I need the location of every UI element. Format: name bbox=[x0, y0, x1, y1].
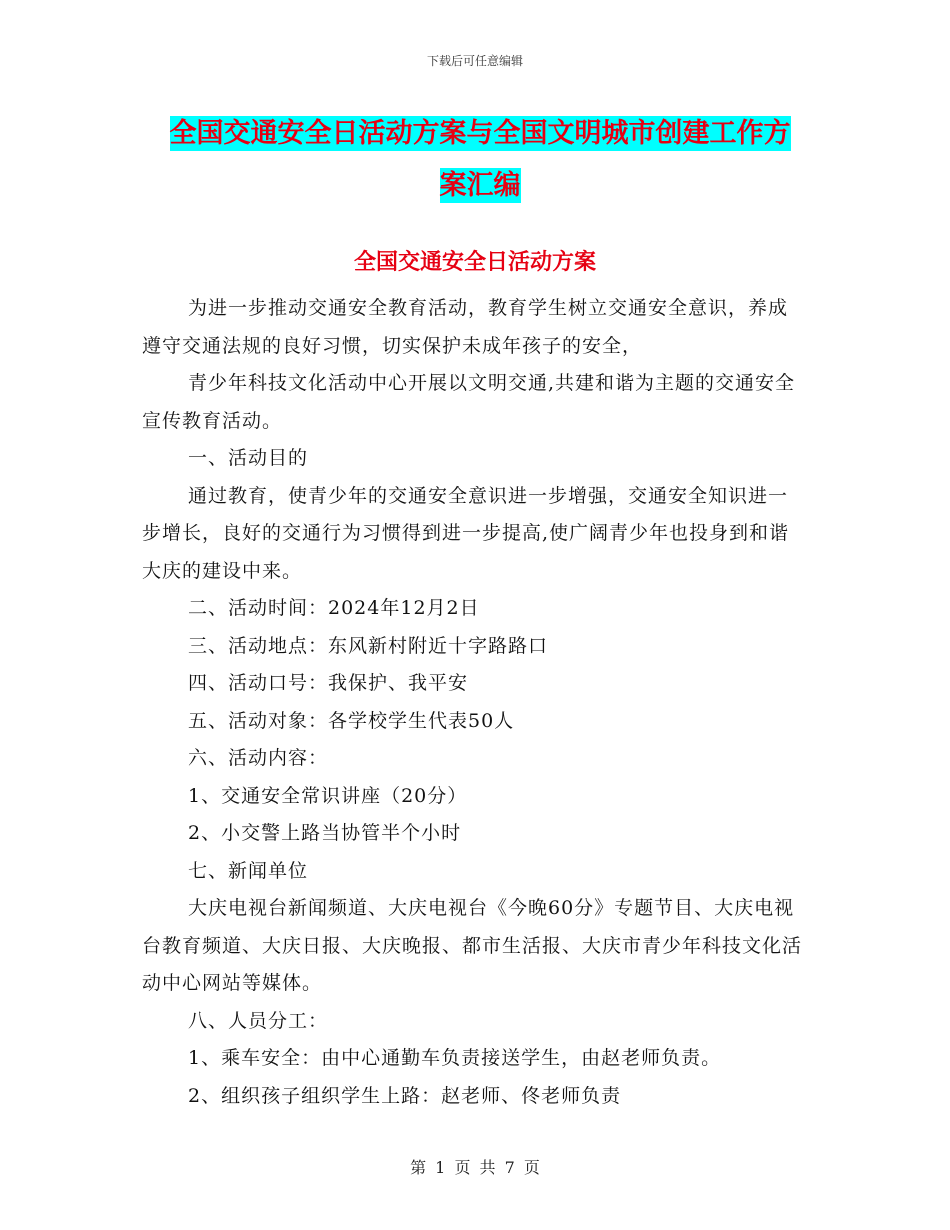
staff-item: 2、组织孩子组织学生上路：赵老师、佟老师负责 bbox=[188, 1084, 622, 1107]
content-item: 1、交通安全常识讲座（20分） bbox=[188, 784, 468, 807]
heading-news: 七、新闻单位 bbox=[188, 859, 309, 882]
intro-paragraph: 青少年科技文化活动中心开展以文明交通,共建和谐为主题的交通安全宣传教育活动。 bbox=[142, 372, 796, 432]
activity-audience: 五、活动对象：各学校学生代表50人 bbox=[188, 709, 515, 732]
header-note: 下载后可任意编辑 bbox=[426, 54, 523, 68]
document-title bbox=[140, 108, 820, 212]
news-paragraph: 大庆电视台新闻频道、大庆电视台《今晚60分》专题节目、大庆电视台教育频道、大庆日报、大庆晚报、都市生活报、大庆市青少年科技文化活动中心网站等媒体。 bbox=[142, 897, 803, 994]
activity-time: 二、活动时间：2024年12月2日 bbox=[188, 597, 480, 619]
staff-item: 1、乘车安全：由中心通勤车负责接送学生，由赵老师负责。 bbox=[188, 1047, 722, 1069]
page-footer: 第 1 页 共 7 页 bbox=[410, 1158, 540, 1177]
document-title-line-2: 案汇编 bbox=[439, 170, 521, 201]
heading-content: 六、活动内容： bbox=[188, 747, 329, 769]
heading-staff: 八、人员分工： bbox=[188, 1009, 329, 1032]
content-item: 2、小交警上路当协管半个小时 bbox=[188, 822, 462, 844]
section-title: 全国交通安全日活动方案 bbox=[353, 250, 596, 275]
document-title-line-1: 全国交通安全日活动方案与全国文明城市创建工作方 bbox=[169, 118, 791, 149]
document-body bbox=[142, 290, 807, 1115]
activity-slogan: 四、活动口号：我保护、我平安 bbox=[188, 672, 469, 694]
purpose-paragraph: 通过教育，使青少年的交通安全意识进一步增强，交通安全知识进一步增长，良好的交通行为习惯得到进一步提高,使广阔青少年也投身到和谐大庆的建设中来。 bbox=[142, 484, 790, 582]
activity-location: 三、活动地点：东风新村附近十字路路口 bbox=[188, 634, 549, 657]
intro-paragraph: 为进一步推动交通安全教育活动，教育学生树立交通安全意识，养成遵守交通法规的良好习惯，切实保护未成年孩子的安全， bbox=[142, 297, 789, 357]
heading-purpose: 一、活动目的 bbox=[188, 447, 309, 469]
